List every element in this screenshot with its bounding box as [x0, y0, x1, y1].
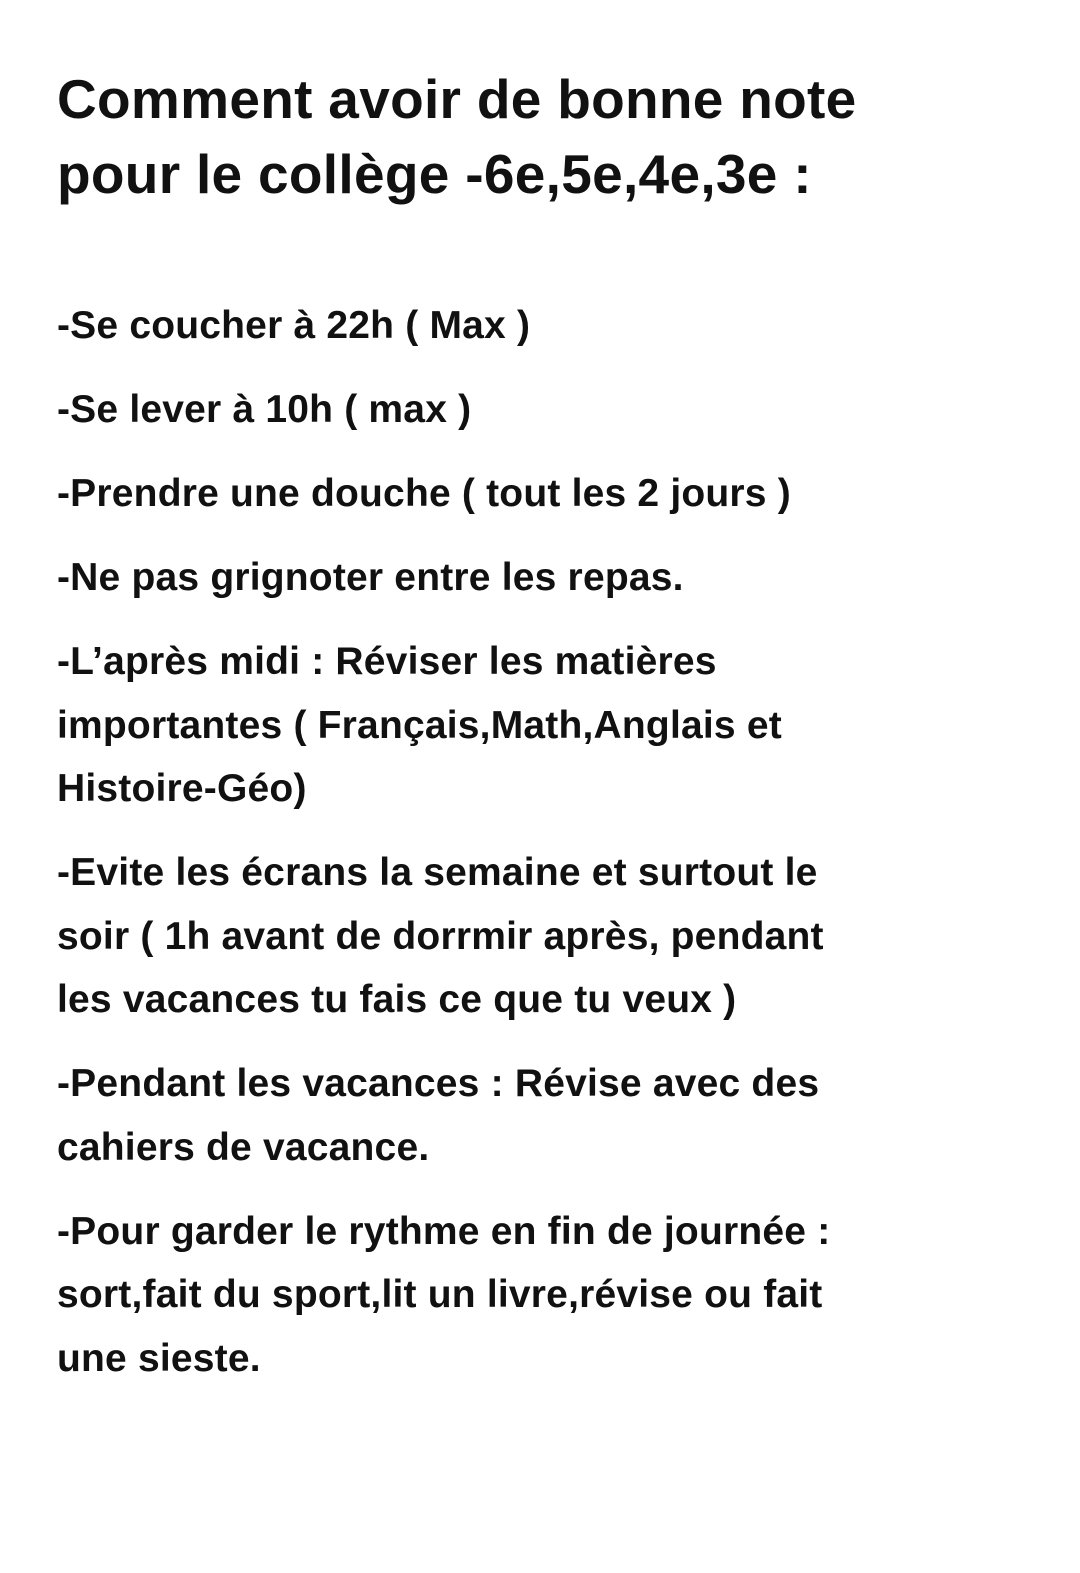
tip-line: -Pour garder le rythme en fin de journée : [57, 1209, 831, 1253]
tip-item [57, 462, 830, 526]
tip-line: sort,fait du sport,lit un livre,révise ou fait [57, 1273, 823, 1316]
tip-line: Histoire-Géo) [57, 767, 307, 810]
tips-list [57, 294, 830, 1411]
tip-item [57, 546, 830, 610]
tip-line: -Pendant les vacances : Révise avec des [57, 1062, 820, 1105]
tip-line: -Se coucher à 22h ( Max ) [57, 304, 531, 347]
tip-item [57, 1052, 830, 1179]
tip-line: -Prendre une douche ( tout les 2 jours ) [57, 472, 791, 515]
tip-item [57, 630, 830, 821]
title-line: Comment avoir de bonne note [57, 68, 857, 130]
tip-line: -L’après midi : Réviser les matières [57, 640, 717, 683]
tip-line: les vacances tu fais ce que tu veux ) [57, 978, 737, 1021]
page-title [57, 62, 857, 212]
tip-item [57, 294, 830, 358]
tip-item [57, 378, 830, 442]
tip-line: -Se lever à 10h ( max ) [57, 388, 472, 431]
title-line: pour le collège -6e,5e,4e,3e : [57, 143, 812, 205]
tip-item [57, 841, 830, 1032]
tip-line: -Evite les écrans la semaine et surtout le [57, 851, 818, 894]
tip-item [57, 1200, 830, 1391]
tip-line: cahiers de vacance. [57, 1125, 430, 1169]
tip-line: importantes ( Français,Math,Anglais et [57, 703, 782, 747]
tip-line: soir ( 1h avant de dorrmir après, pendant [57, 914, 824, 958]
tip-line: -Ne pas grignoter entre les repas. [57, 556, 684, 599]
tip-line: une sieste. [57, 1336, 261, 1380]
